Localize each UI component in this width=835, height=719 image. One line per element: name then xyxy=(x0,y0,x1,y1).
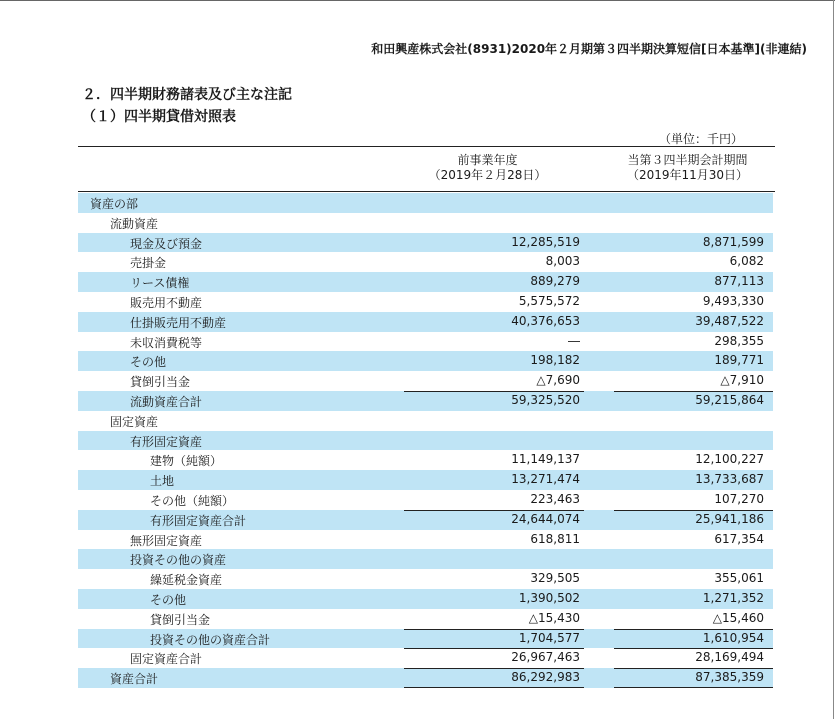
row-label: その他 xyxy=(130,355,167,370)
subtotal-rule xyxy=(614,629,773,630)
row-value-prior: 5,575,572 xyxy=(518,293,580,308)
unit-label: （単位：千円） xyxy=(659,132,744,146)
row-label: 有形固定資産合計 xyxy=(150,513,247,528)
section-title: ２．四半期財務諸表及び主な注記 xyxy=(82,87,292,103)
subtotal-rule xyxy=(614,648,773,649)
row-label: 流動資産 xyxy=(110,216,159,231)
row-label: 土地 xyxy=(150,474,175,489)
row-value-prior: 618,811 xyxy=(530,531,580,546)
row-label: その他（純額） xyxy=(150,493,235,508)
row-label: 貸倒引当金 xyxy=(150,612,211,627)
total-bottom-rule xyxy=(614,687,773,688)
row-value-current: △15,460 xyxy=(712,610,764,625)
header-top-rule xyxy=(78,146,775,147)
table-row-subtotal xyxy=(78,648,773,668)
row-value-prior: 40,376,653 xyxy=(511,313,580,328)
column-header-current-quarter-date: （2019年11月30日） xyxy=(626,168,749,182)
subtotal-rule xyxy=(404,629,584,630)
row-value-current: △7,910 xyxy=(720,373,764,388)
table-row-subtotal xyxy=(78,629,773,649)
table-row xyxy=(78,272,773,292)
total-bottom-rule xyxy=(404,687,584,688)
row-value-prior: 1,704,577 xyxy=(518,630,580,645)
row-label: 投資その他の資産 xyxy=(130,553,227,568)
table-row xyxy=(78,450,773,470)
row-label: 仕掛販売用不動産 xyxy=(130,315,227,330)
row-value-current: 1,610,954 xyxy=(702,630,764,645)
row-value-current: 9,493,330 xyxy=(702,293,764,308)
row-label: 現金及び預金 xyxy=(130,236,203,251)
table-row xyxy=(78,213,773,233)
row-value-current: 59,215,864 xyxy=(695,392,764,407)
table-row-total xyxy=(78,668,773,688)
row-value-prior: 223,463 xyxy=(530,491,580,506)
row-label: 固定資産 xyxy=(110,414,159,429)
row-value-current: 6,082 xyxy=(729,254,764,269)
row-label: 販売用不動産 xyxy=(130,295,203,310)
table-row-subtotal xyxy=(78,510,773,530)
row-value-prior: 59,325,520 xyxy=(511,392,580,407)
subtotal-rule xyxy=(404,510,584,511)
table-row xyxy=(78,411,773,431)
total-rule xyxy=(614,668,773,669)
row-label: 未収消費税等 xyxy=(130,335,203,350)
row-value-prior: 26,967,463 xyxy=(511,650,580,665)
row-label: 建物（純額） xyxy=(150,454,223,469)
table-row xyxy=(78,589,773,609)
company-header: 和田興産株式会社(8931)2020年２月期第３四半期決算短信[日本基準](非連結) xyxy=(371,42,807,56)
section-subtitle: （１）四半期貸借対照表 xyxy=(82,109,236,125)
row-value-current: 877,113 xyxy=(714,274,764,289)
row-value-current: 39,487,522 xyxy=(695,313,764,328)
row-value-prior: 86,292,983 xyxy=(511,670,580,685)
row-label: 繰延税金資産 xyxy=(150,573,223,588)
subtotal-rule xyxy=(614,510,773,511)
row-value-current: 28,169,494 xyxy=(695,650,764,665)
table-row xyxy=(78,351,773,371)
row-label: 貸倒引当金 xyxy=(130,375,191,390)
row-label: その他 xyxy=(150,592,187,607)
row-label: 売掛金 xyxy=(130,256,167,271)
column-header-prior-year-title: 前事業年度 xyxy=(457,153,518,167)
table-row xyxy=(78,292,773,312)
row-label: 固定資産合計 xyxy=(130,652,203,667)
row-value-current: 13,733,687 xyxy=(695,472,764,487)
table-row xyxy=(78,312,773,332)
column-header-prior-year-date: （2019年２月28日） xyxy=(428,168,547,182)
row-value-current: 25,941,186 xyxy=(695,511,764,526)
row-label: 資産の部 xyxy=(90,197,139,211)
subtotal-rule xyxy=(404,648,584,649)
table-row xyxy=(78,431,773,451)
page-right-border xyxy=(833,0,834,719)
row-value-prior: 889,279 xyxy=(530,274,580,289)
row-value-prior: 11,149,137 xyxy=(511,452,580,467)
row-label: リース債権 xyxy=(130,276,190,291)
header-bottom-rule xyxy=(78,191,775,192)
row-value-prior: 24,644,074 xyxy=(511,511,580,526)
row-value-current: 107,270 xyxy=(714,491,764,506)
row-value-current: 1,271,352 xyxy=(702,590,764,605)
table-row xyxy=(78,193,773,213)
row-value-prior: 329,505 xyxy=(530,571,580,586)
table-row xyxy=(78,252,773,272)
row-value-current: 8,871,599 xyxy=(702,234,764,249)
row-value-prior: 12,285,519 xyxy=(511,234,580,249)
column-header-prior-year xyxy=(410,153,565,183)
row-label: 有形固定資産 xyxy=(130,434,203,449)
column-header-current-quarter xyxy=(605,153,770,183)
table-row xyxy=(78,549,773,569)
row-value-prior: △15,430 xyxy=(528,610,580,625)
table-row xyxy=(78,490,773,510)
row-value-current: 12,100,227 xyxy=(695,452,764,467)
table-row xyxy=(78,470,773,490)
row-value-current: 298,355 xyxy=(714,333,764,348)
row-value-prior: 13,271,474 xyxy=(511,472,580,487)
subtotal-rule xyxy=(614,391,773,392)
table-row-subtotal xyxy=(78,391,773,411)
table-row xyxy=(78,371,773,391)
row-label: 資産合計 xyxy=(110,672,159,687)
table-row xyxy=(78,332,773,352)
row-value-prior: 8,003 xyxy=(545,254,580,269)
row-value-prior: △7,690 xyxy=(536,373,580,388)
total-rule xyxy=(404,668,584,669)
row-value-current: 87,385,359 xyxy=(695,670,764,685)
subtotal-rule xyxy=(404,391,584,392)
column-header-current-quarter-title: 当第３四半期会計期間 xyxy=(627,153,748,167)
row-value-current: 189,771 xyxy=(714,353,764,368)
table-row xyxy=(78,233,773,253)
page-top-border xyxy=(0,0,835,1)
table-row xyxy=(78,609,773,629)
row-value-current: 355,061 xyxy=(714,571,764,586)
row-label: 流動資産合計 xyxy=(130,394,203,409)
row-value-prior: 198,182 xyxy=(530,353,580,368)
balance-sheet-table xyxy=(78,193,773,688)
table-row xyxy=(78,569,773,589)
row-label: 無形固定資産 xyxy=(130,533,203,548)
row-value-prior: 1,390,502 xyxy=(518,590,580,605)
row-value-prior: ― xyxy=(568,333,580,348)
row-label: 投資その他の資産合計 xyxy=(150,632,271,647)
table-row xyxy=(78,530,773,550)
row-value-current: 617,354 xyxy=(714,531,764,546)
